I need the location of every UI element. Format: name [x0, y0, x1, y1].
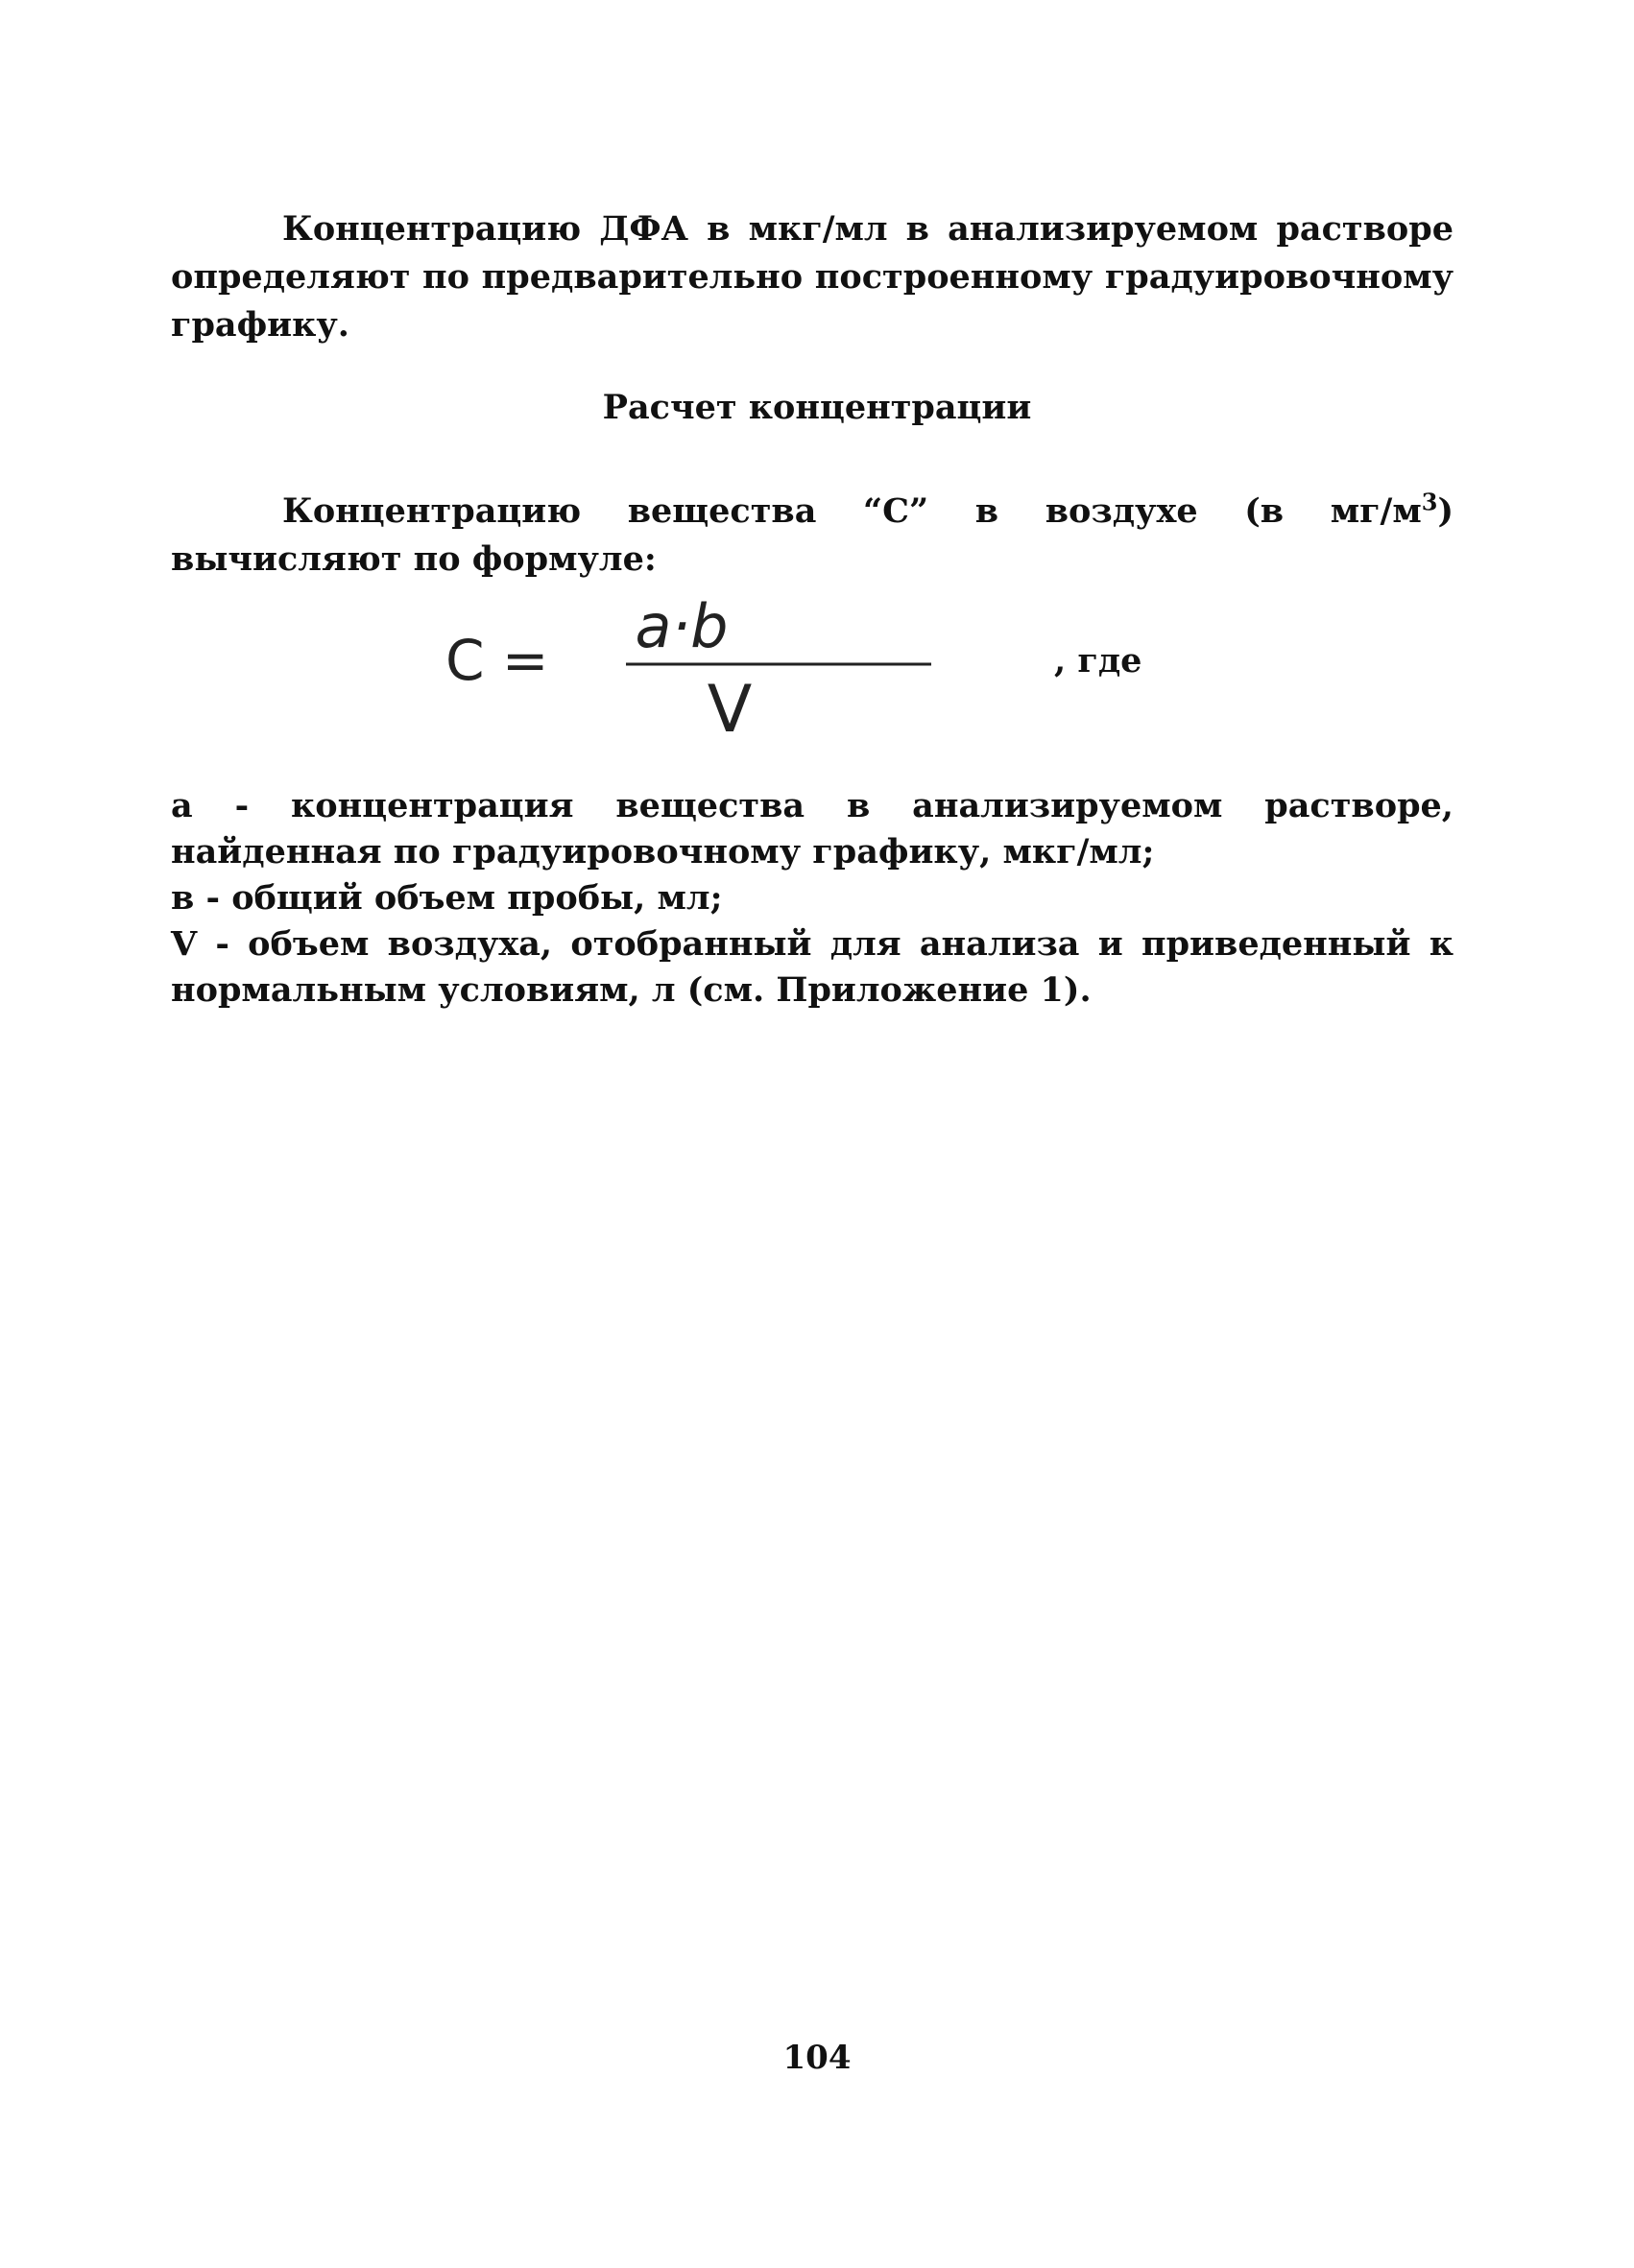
definition-b: в - общий объем пробы, мл; [171, 878, 723, 918]
formula-denominator: V [707, 672, 753, 748]
formula-lhs: C = [445, 628, 549, 693]
formula-intro-text: Концентрацию вещества “С” в воздухе (в мг/м [282, 491, 1422, 531]
section-heading: Расчет концентрации [602, 388, 1032, 427]
definition-v: V - объем воздуха, отобранный для анализа и приведенный к нормальным условиям, л (см. Приложение 1). [171, 924, 1454, 1010]
variable-definitions [171, 783, 1454, 1014]
formula-intro-text-end: ) вычисляют по формуле: [171, 491, 1454, 579]
intro-paragraph: Концентрацию ДФА в мкг/мл в анализируемом растворе определяют по предварительно построенному градуировочному графику. [171, 209, 1454, 345]
page-number: 104 [782, 2039, 852, 2077]
definition-a: а - концентрация вещества в анализируемом растворе, найденная по градуировочному графику, мкг/мл; [171, 786, 1454, 871]
formula-where-label: , где [1054, 641, 1142, 680]
formula-numerator: a·b [635, 591, 729, 661]
cubic-superscript: 3 [1421, 488, 1438, 516]
